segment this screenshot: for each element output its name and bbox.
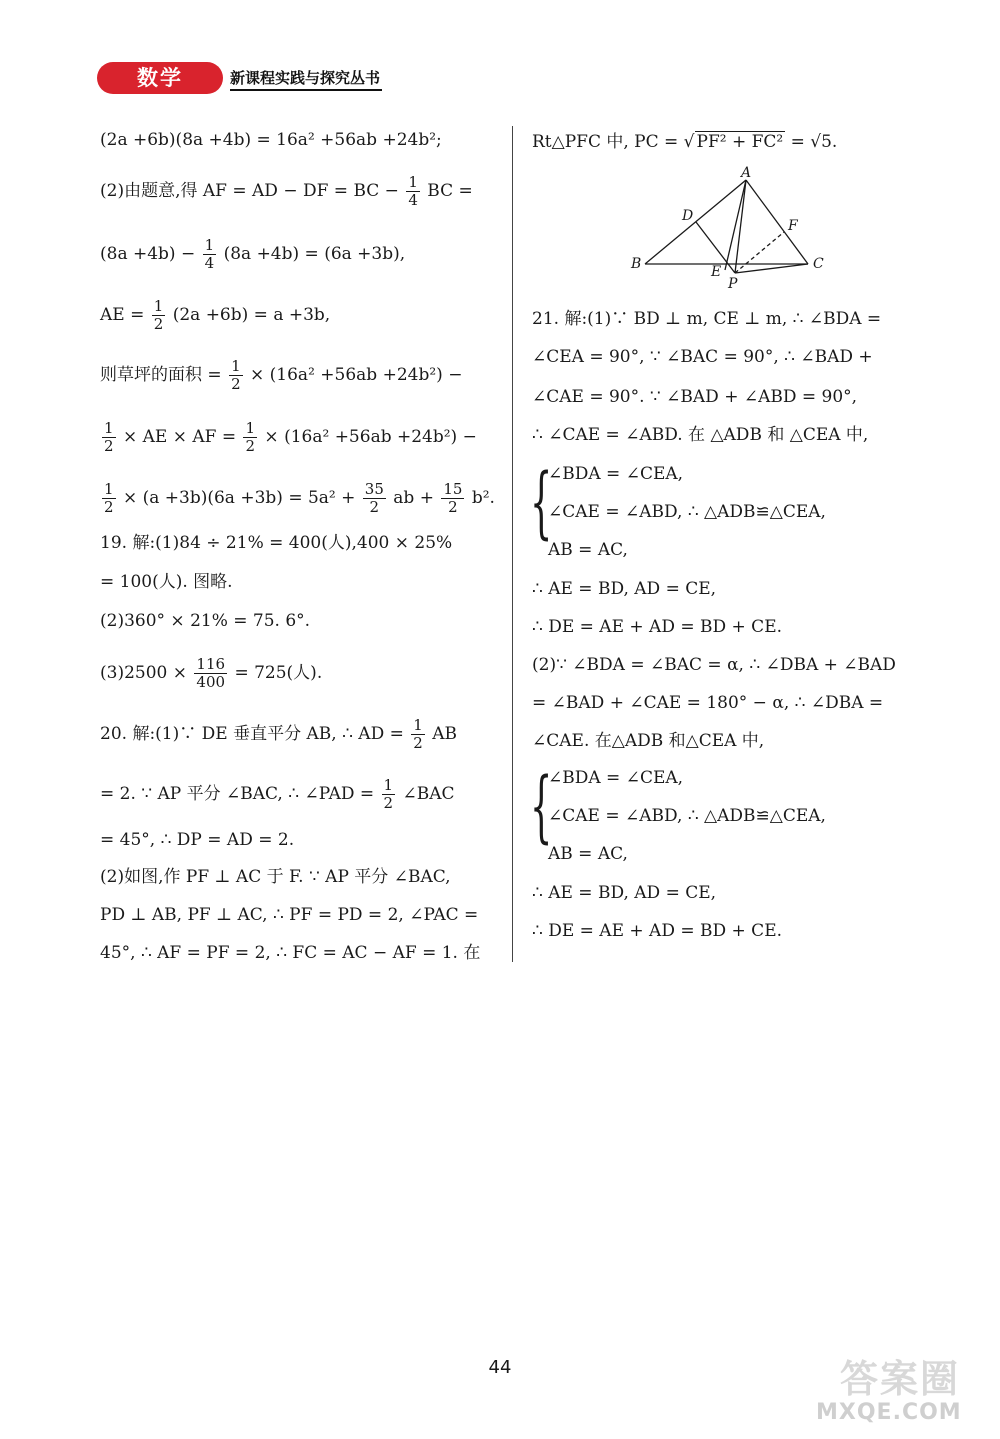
q21-line-4: ∴ ∠CAE = ∠ABD. 在 △ADB 和 △CEA 中, (532, 425, 869, 445)
series-title: 新课程实践与探究丛书 (230, 69, 381, 87)
segment-ap (735, 180, 746, 273)
q20-line-1: 20. 解:(1)∵ DE 垂直平分 AB, ∴ AD = $\frac{1}{2}$ AB (100, 716, 457, 752)
segment-pc (735, 264, 808, 273)
q20-line-4: (2)如图,作 PF ⊥ AC 于 F. ∵ AP 平分 ∠BAC, (100, 867, 451, 887)
q21-line-7: (2)∵ ∠BDA = ∠BAC = α, ∴ ∠DBA + ∠BAD (532, 655, 896, 675)
brace: { (530, 458, 553, 548)
q21-line-2: ∠CEA = 90°, ∵ ∠BAC = 90°, ∴ ∠BAD + (532, 347, 873, 367)
label-c: C (813, 256, 824, 272)
q21-line-8: = ∠BAD + ∠CAE = 180° − α, ∴ ∠DBA = (532, 693, 884, 713)
q20-line-2: = 2. ∵ AP 平分 ∠BAC, ∴ ∠PAD = $\frac{1}{2}$ ∠BAC (100, 776, 455, 812)
watermark-logo: 答案圈 (840, 1357, 961, 1401)
fraction: $\frac{1}{2}$ (231, 357, 241, 393)
geometry-diagram (622, 160, 842, 295)
q21-line-9: ∠CAE. 在△ADB 和△CEA 中, (532, 731, 765, 751)
q21-system-1: ∠BDA = ∠CEA, (548, 464, 684, 484)
column-divider (512, 126, 513, 962)
q21-system-4: ∠BDA = ∠CEA, (548, 768, 684, 788)
q21-line-5: ∴ AE = BD, AD = CE, (532, 579, 717, 599)
fraction: $\frac{1}{4}$ (408, 173, 418, 209)
fraction: $\frac{35}{2}$ (364, 480, 384, 516)
brace: { (530, 762, 553, 852)
fraction: $\frac{1}{2}$ (104, 480, 114, 516)
watermark-url: MXQE.COM (816, 1400, 962, 1425)
page-number: 44 (488, 1357, 512, 1378)
left-line-2: (2)由题意,得 AF = AD − DF = BC − $\frac{1}{4}$ BC = (100, 173, 473, 209)
fraction: $\frac{15}{2}$ (443, 480, 463, 516)
q21-line-6: ∴ DE = AE + AD = BD + CE. (532, 617, 783, 637)
q19-line-2: = 100(人). 图略. (100, 572, 233, 592)
q21-line-11: ∴ DE = AE + AD = BD + CE. (532, 921, 783, 941)
q21-system-2: ∠CAE = ∠ABD, ∴ △ADB≌△CEA, (548, 502, 826, 522)
segment-ab (645, 180, 746, 264)
q20-line-3: = 45°, ∴ DP = AD = 2. (100, 830, 295, 850)
left-line-3: (8a +4b) − $\frac{1}{4}$ (8a +4b) = (6a +3b), (100, 236, 406, 272)
left-line-5: 则草坪的面积 = $\frac{1}{2}$ × (16a² +56ab +24b²) − (100, 357, 463, 393)
q20-line-6: 45°, ∴ AF = PF = 2, ∴ FC = AC − AF = 1. 在 (100, 943, 481, 963)
q21-line-10: ∴ AE = BD, AD = CE, (532, 883, 717, 903)
q21-line-3: ∠CAE = 90°. ∵ ∠BAD + ∠ABD = 90°, (532, 387, 858, 407)
label-a: A (741, 165, 752, 181)
fraction: $\frac{116}{400}$ (196, 655, 226, 691)
subject-badge: 数学 (97, 62, 223, 94)
fraction: $\frac{1}{2}$ (245, 419, 256, 455)
fraction: $\frac{1}{2}$ (383, 776, 394, 812)
label-f: F (788, 218, 798, 234)
label-p: P (728, 276, 738, 292)
fraction: $\frac{1}{4}$ (204, 236, 215, 272)
q19-line-3: (2)360° × 21% = 75. 6°. (100, 611, 311, 631)
q21-system-3: AB = AC, (548, 540, 628, 560)
label-d: D (682, 208, 694, 224)
segment-ac (746, 180, 808, 264)
left-line-1: (2a +6b)(8a +4b) = 16a² +56ab +24b²; (100, 130, 442, 150)
q21-system-5: ∠CAE = ∠ABD, ∴ △ADB≌△CEA, (548, 806, 826, 826)
q20-line-5: PD ⊥ AB, PF ⊥ AC, ∴ PF = PD = 2, ∠PAC = (100, 905, 479, 925)
left-line-7: $\frac{1}{2}$ × (a +3b)(6a +3b) = 5a² + $\frac{35}{2}$ ab + $\frac{15}{2}$ b². (104, 480, 495, 516)
q19-line-1: 19. 解:(1)84 ÷ 21% = 400(人),400 × 25% (100, 533, 453, 553)
q19-line-4: (3)2500 × $\frac{116}{400}$ = 725(人). (100, 655, 323, 691)
page-header (97, 62, 397, 94)
left-line-4: AE = $\frac{1}{2}$ (2a +6b) = a +3b, (100, 297, 331, 333)
right-line-1: Rt△PFC 中, PC = √ PF² + FC² = √5. (532, 132, 838, 152)
label-e: E (711, 264, 722, 280)
q21-line-1: 21. 解:(1)∵ BD ⊥ m, CE ⊥ m, ∴ ∠BDA = (532, 309, 882, 329)
fraction: $\frac{1}{2}$ (153, 297, 164, 333)
left-line-6: $\frac{1}{2}$ × AE × AF = $\frac{1}{2}$ × (16a² +56ab +24b²) − (104, 419, 477, 455)
q21-system-6: AB = AC, (548, 844, 628, 864)
segment-ae (725, 180, 746, 270)
fraction: $\frac{1}{2}$ (413, 716, 423, 752)
label-b: B (631, 256, 642, 272)
segment-pf (735, 232, 784, 273)
series-underline (230, 89, 382, 91)
fraction: $\frac{1}{2}$ (104, 419, 114, 455)
